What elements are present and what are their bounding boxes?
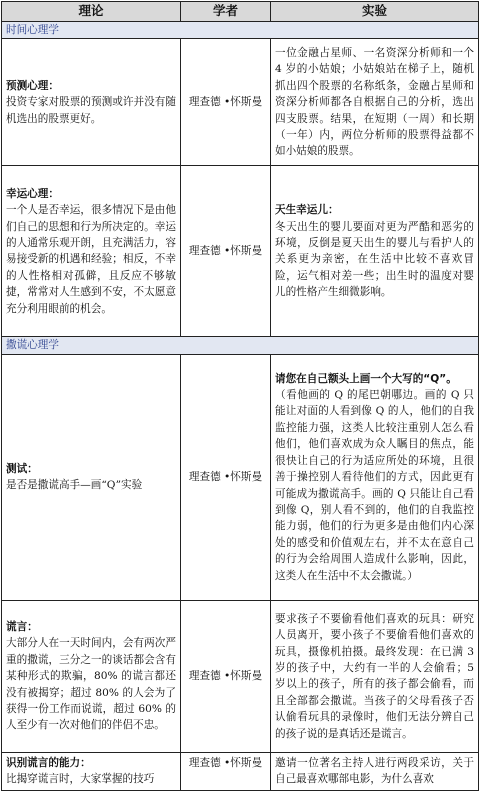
theory-cell — [2, 600, 181, 752]
experiment-cell — [271, 354, 479, 600]
theory-title: 识别谎言的能力： — [6, 756, 91, 769]
experiment-title: 天生幸运儿： — [275, 204, 339, 217]
header-experiment: 实验 — [271, 2, 479, 22]
experiment-body: （看他画的 Q 的尾巴朝哪边。画的 Q 只能让对面的人看到像 Q 的人，他们的自我监控能力强，这类人比较注重别人怎么看他们，他们喜欢成为众人瞩目的焦点，能很快让自己的行为适应所处的环境，且很善于操控别人看待他们的方式，因此更有可能成为撒谎高手。画的 Q 只能让自己看到像 Q，别人看不到的，他们的自我监控能力弱，他们的行为更多是由他们内心深处的感受和价值观左右，并不太在意自己的行为会给周围人造成什么影响，因此，这类人在生活中不太会撒谎。） — [275, 389, 474, 582]
theory-body: 投资专家对股票的预测或许并没有随机选出的股票更好。 — [6, 96, 176, 125]
theory-title: 谎言： — [6, 620, 38, 633]
scholar-cell: 理查德 •怀斯曼 — [181, 600, 271, 752]
theory-body: 比揭穿谎言时，大家掌握的技巧 — [6, 773, 155, 786]
experiment-body: 邀请一位著名主持人进行两段采访，关于自己最喜欢哪部电影，为什么喜欢 — [275, 756, 474, 786]
theory-title: 幸运心理： — [6, 187, 59, 200]
scholar-cell: 理查德 •怀斯曼 — [181, 354, 271, 600]
section-title: 时间心理学 — [2, 22, 479, 39]
table-row — [2, 39, 479, 166]
experiment-cell — [271, 600, 479, 752]
section-row-lying-psychology — [2, 337, 479, 354]
header-scholar: 学者 — [181, 2, 271, 22]
experiment-body: 一位金融占星师、一名资深分析师和一个 4 岁的小姑娘；小姑娘站在梯子上，随机抓出四个股票的名称纸条，金融占星师和资深分析师都各自根据自己的分析，选出四支股票。结果，在短期（一周）和长期（一年）内，两位分析师的股票得益都不如小姑娘的股票。 — [275, 46, 474, 158]
theory-body: 是否是撒谎高手—画“Q”实验 — [6, 479, 143, 492]
scholar-cell: 理查德 •怀斯曼 — [181, 752, 271, 790]
theory-cell — [2, 354, 181, 600]
scholar-cell: 理查德 •怀斯曼 — [181, 39, 271, 166]
experiment-cell — [271, 166, 479, 337]
header-row — [2, 2, 479, 22]
experiment-body: 要求孩子不要偷看他们喜欢的玩具：研究人员离开，要小孩子不要偷看他们喜欢的玩具，摄像机拍摄。最终发现：在已满 3 岁的孩子中，大约有一半的人会偷看；5 岁以上的孩子，所有的孩子都会偷看，而且全部都会撒谎。当孩子的父母看孩子否认偷看玩具的录像时，他们无法分辨自己的孩子说的是真话还是谎言。 — [275, 612, 474, 740]
section-title: 撒谎心理学 — [2, 337, 479, 354]
theory-title: 预测心理： — [6, 79, 59, 92]
table-row — [2, 166, 479, 337]
theory-cell — [2, 39, 181, 166]
table-row — [2, 600, 479, 752]
header-theory: 理论 — [2, 2, 181, 22]
theory-body: 一个人是否幸运，很多情况下是由他们自己的思想和行为所决定的。幸运的人通常乐观开朗，且充满活力，容易接受新的机遇和经验；相反，不幸的人性格相对孤僻，且反应不够敏捷，常常对人生感到不安，不太愿意充分利用眼前的机会。 — [6, 204, 176, 315]
theory-title: 测试： — [6, 462, 38, 475]
scholar-cell: 理查德 •怀斯曼 — [181, 166, 271, 337]
experiment-body: 冬天出生的婴儿要面对更为严酷和恶劣的环境，反倒是夏天出生的婴儿与看护人的关系更为亲密，在生活中比较不喜欢冒险，运气相对差一些；出生时的温度对婴儿的性格产生细微影响。 — [275, 220, 474, 299]
section-row-time-psychology — [2, 22, 479, 39]
comparison-table — [1, 1, 479, 791]
theory-cell — [2, 752, 181, 790]
table-row — [2, 752, 479, 790]
experiment-cell — [271, 752, 479, 790]
experiment-title: 请您在自己额头上画一个大写的“Q”。 — [275, 372, 457, 385]
table-row — [2, 354, 479, 600]
theory-body: 大部分人在一天时间内，会有两次严重的撒谎，三分之一的谈话都会含有某种形式的欺骗，80% 的谎言都还没有被揭穿；超过 80% 的人会为了获得一份工作而说谎，超过 60% 的人至少有一次对他们的伴侣不忠。 — [6, 637, 176, 732]
theory-cell — [2, 166, 181, 337]
experiment-cell — [271, 39, 479, 166]
